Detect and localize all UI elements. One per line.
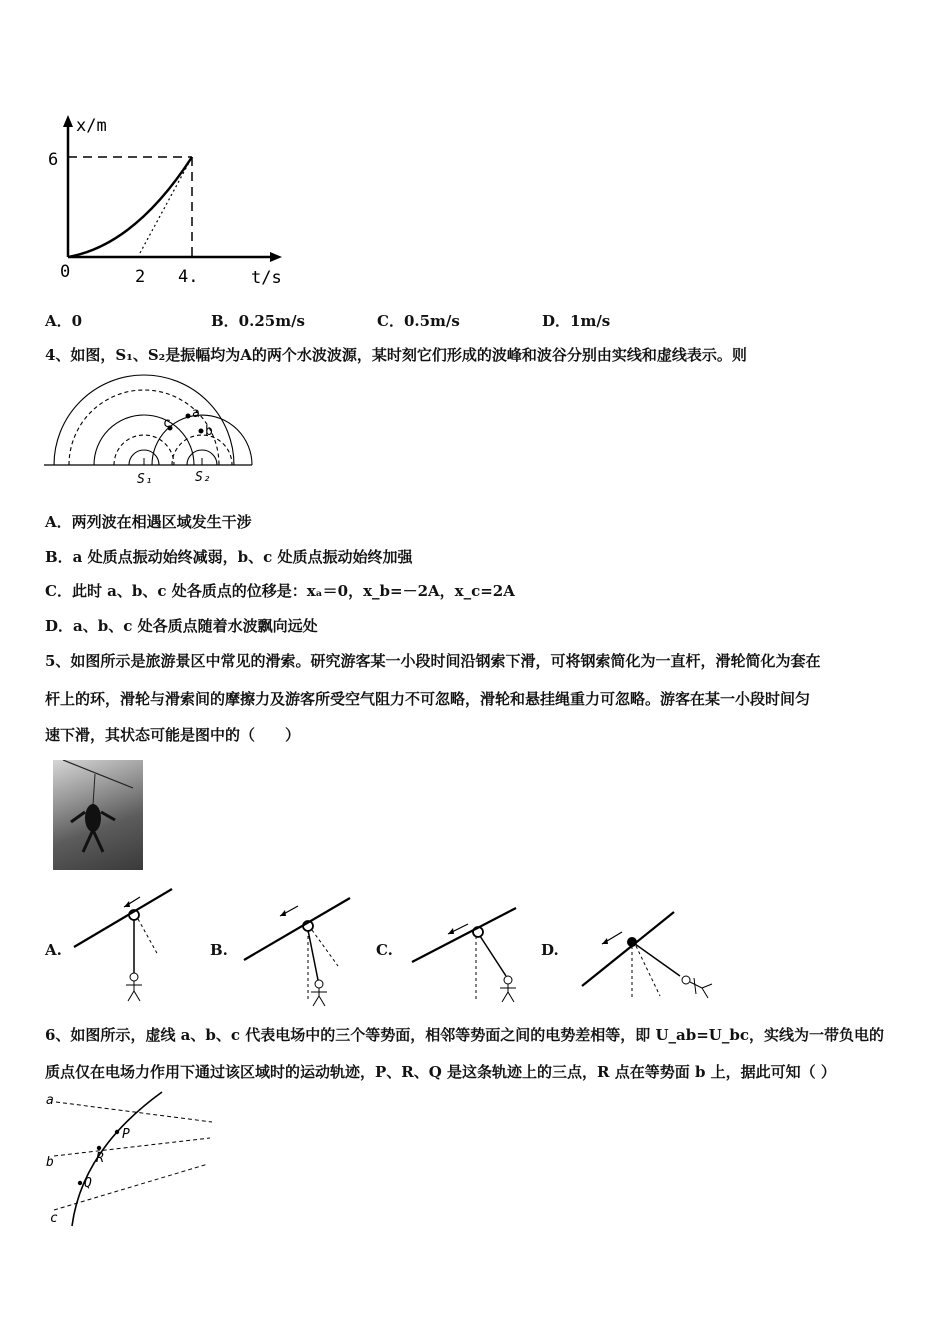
y-tick-6: 6 [48, 150, 59, 170]
q3-option-a[interactable]: A．0 [45, 312, 83, 330]
label-b: b [205, 424, 213, 439]
s1-trough-2 [69, 390, 219, 465]
q4-option-d[interactable]: D．a、b、c 处各质点随着水波飘向远处 [45, 617, 318, 635]
y-axis-label: x/m [76, 116, 107, 136]
parabola-curve [68, 157, 192, 257]
equipotential-a [56, 1102, 212, 1122]
q3-option-d[interactable]: D．1m/s [542, 312, 611, 330]
s1-crest-3 [54, 375, 234, 465]
point-b [199, 429, 204, 434]
q5-option-c-label[interactable]: C. [376, 941, 393, 959]
label-s2: S₂ [195, 470, 211, 485]
q4-option-b[interactable]: B．a 处质点振动始终减弱，b、c 处质点振动始终加强 [45, 548, 413, 566]
x-tick-2: 2 [135, 267, 146, 287]
q4-option-c[interactable]: C．此时 a、b、c 处各质点的位移是：xₐ＝0，x_b=－2A，x_c=2A [45, 582, 515, 600]
q5-figure-c[interactable] [410, 900, 520, 1010]
q5-figure-b[interactable] [242, 890, 352, 1010]
label-b: b [46, 1155, 54, 1170]
xt-graph [40, 105, 300, 295]
q5-option-d-label[interactable]: D. [541, 941, 559, 959]
q5-option-a-label[interactable]: A. [45, 941, 62, 959]
label-s1: S₁ [137, 472, 153, 487]
trajectory [72, 1092, 162, 1226]
label-q: Q [84, 1176, 92, 1191]
equipotential-b [54, 1138, 210, 1156]
q5-option-b-label[interactable]: B. [210, 941, 228, 959]
label-c: c [50, 1211, 58, 1226]
q6-stem-line-1: 6、如图所示，虚线 a、b、c 代表电场中的三个等势面，相邻等势面之间的电势差相等，即 U_ab=U_bc，实线为一带负电的 [45, 1026, 885, 1044]
q6-stem-line-2: 质点仅在电场力作用下通过该区域时的运动轨迹，P、R、Q 是这条轨迹上的三点，R 点在等势面 b 上，据此可知（ ） [45, 1063, 836, 1081]
y-axis-arrow-icon [63, 115, 73, 127]
label-r: R [96, 1151, 104, 1166]
q3-option-b[interactable]: B．0.25m/s [211, 312, 306, 330]
x-axis-arrow-icon [270, 252, 282, 262]
point-a [186, 414, 191, 419]
q4-stem: 4、如图，S₁、S₂是振幅均为A的两个水波波源，某时刻它们形成的波峰和波谷分别由实线和虚线表示。则 [45, 346, 747, 364]
q4-option-a[interactable]: A．两列波在相遇区域发生干涉 [45, 513, 252, 531]
x-tick-4: 4. [178, 267, 199, 287]
point-q [78, 1181, 82, 1185]
q5-stem-line-1: 5、如图所示是旅游景区中常见的滑索。研究游客某一小段时间沿钢索下滑，可将钢索简化为一直杆，滑轮简化为套在 [45, 652, 821, 670]
label-a: a [46, 1093, 54, 1108]
x-axis-label: t/s [251, 268, 282, 288]
tangent-line [140, 157, 192, 253]
point-p [115, 1130, 119, 1134]
s1-crest-2 [94, 415, 194, 465]
q5-figure-a[interactable] [72, 885, 177, 1005]
label-p: P [122, 1127, 130, 1142]
label-a: a [192, 406, 200, 421]
q5-stem-line-3: 速下滑，其状态可能是图中的（ ） [45, 726, 301, 744]
wave-figure [42, 370, 272, 490]
point-r [97, 1146, 101, 1150]
q5-figure-d[interactable] [580, 908, 720, 1008]
q3-option-c[interactable]: C．0.5m/s [377, 312, 460, 330]
origin-label: 0 [60, 262, 71, 282]
zipline-photo-sketch [53, 760, 143, 870]
q5-stem-line-2: 杆上的环，滑轮与滑索间的摩擦力及游客所受空气阻力不可忽略，滑轮和悬挂绳重力可忽略。游客在某一小段时间匀 [45, 690, 811, 708]
label-c: c [163, 416, 171, 431]
zipline-photo [53, 760, 143, 870]
equipotential-figure [42, 1090, 222, 1230]
